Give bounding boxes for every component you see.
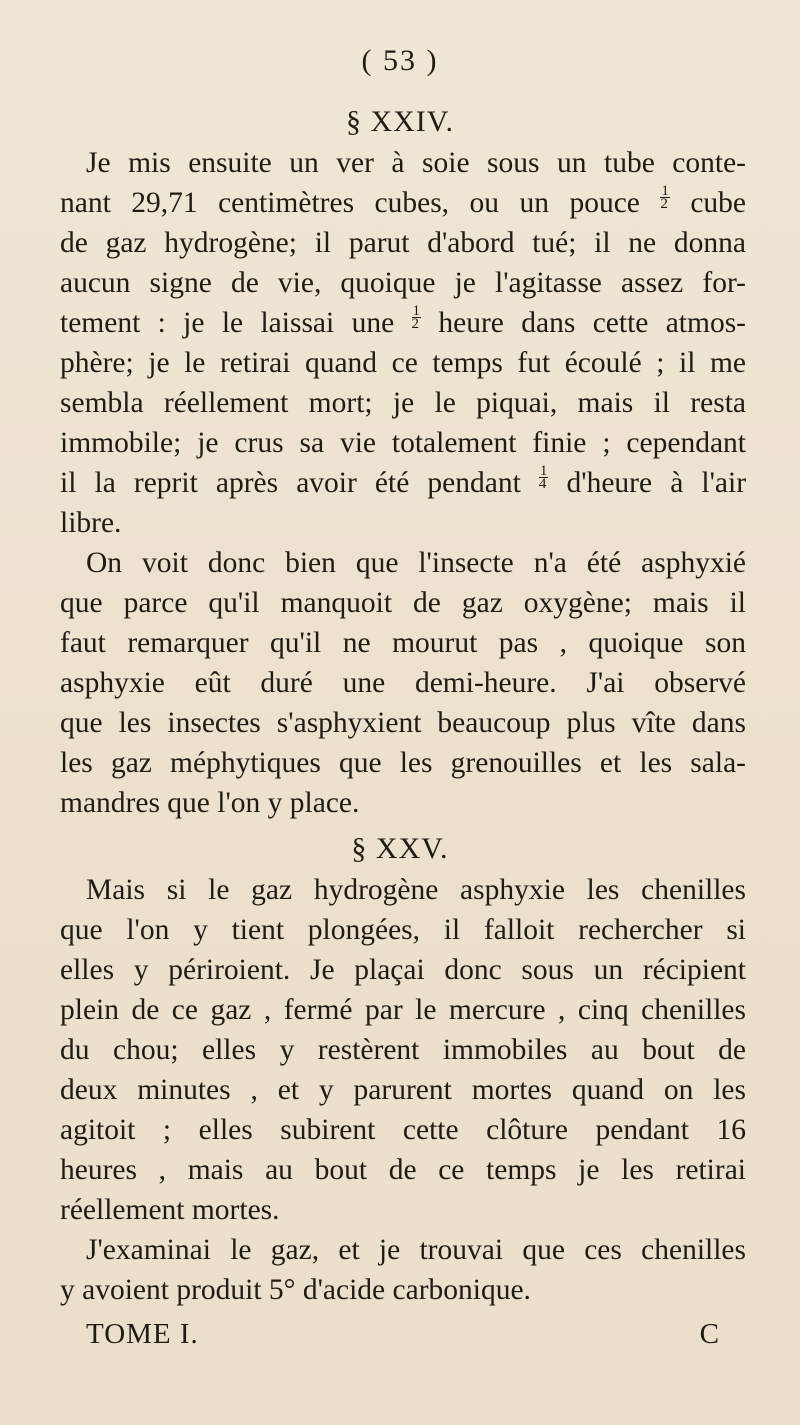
text-line: asphyxie eût duré une demi-heure. J'ai observé	[60, 667, 746, 699]
text-fragment: heure dans cette atmos-	[438, 307, 747, 339]
text-line	[60, 463, 746, 503]
text-fragment: il la reprit après avoir été pendant	[60, 467, 521, 499]
text-line: On voit donc bien que l'insecte n'a été asphyxié	[86, 547, 746, 579]
text-line: libre.	[60, 507, 122, 539]
text-line: heures , mais au bout de ce temps je les retirai	[60, 1154, 746, 1186]
text-line: deux minutes , et y parurent mortes quand on les	[60, 1074, 746, 1106]
signature-mark: C	[699, 1318, 720, 1350]
text-line: mandres que l'on y place.	[60, 787, 360, 819]
fraction	[539, 465, 549, 490]
fraction	[660, 185, 670, 210]
text-line: immobile; je crus sa vie totalement finie ; cependant	[60, 427, 746, 459]
fraction-numerator: 1	[412, 303, 421, 319]
text-line	[60, 303, 746, 343]
text-fragment: tement : je le laissai une	[60, 307, 395, 339]
text-line: J'examinai le gaz, et je trouvai que ces chenilles	[86, 1234, 746, 1266]
text-line	[60, 183, 746, 223]
text-line: elles y périroient. Je plaçai donc sous un récipient	[60, 954, 746, 986]
text-line: du chou; elles y restèrent immobiles au bout de	[60, 1034, 746, 1066]
text-line: aucun signe de vie, quoique je l'agitasse assez for-	[60, 267, 746, 299]
fraction-numerator: 1	[539, 463, 548, 479]
fraction-denominator: 2	[660, 196, 668, 212]
text-line: réellement mortes.	[60, 1194, 280, 1226]
text-line: sembla réellement mort; je le piquai, mais il resta	[60, 387, 746, 419]
text-line: agitoit ; elles subirent cette clôture pendant 16	[60, 1114, 746, 1146]
text-line: faut remarquer qu'il ne mourut pas , quoique son	[60, 627, 746, 659]
volume-label: TOME I.	[86, 1318, 199, 1350]
fraction-numerator: 1	[661, 183, 669, 199]
text-line: que les insectes s'asphyxient beaucoup plus vîte dans	[60, 707, 746, 739]
text-fragment: d'heure à l'air	[566, 467, 747, 499]
text-line: que parce qu'il manquoit de gaz oxygène; mais il	[60, 587, 746, 619]
text-line: les gaz méphytiques que les grenouilles et les sala-	[60, 747, 746, 779]
text-fragment: nant 29,71 centimètres cubes, ou un pouce	[60, 187, 640, 219]
fraction	[412, 305, 422, 330]
text-line: phère; je le retirai quand ce temps fut écoulé ; il me	[60, 347, 746, 379]
text-fragment: cube	[690, 187, 747, 219]
text-line: y avoient produit 5° d'acide carbonique.	[60, 1274, 531, 1306]
fraction-denominator: 2	[411, 316, 420, 332]
page-footer	[86, 1318, 720, 1351]
section-heading-xxv: § XXV.	[351, 832, 449, 865]
text-line: de gaz hydrogène; il parut d'abord tué; il ne donna	[60, 227, 746, 259]
text-line: plein de ce gaz , fermé par le mercure , cinq chenilles	[60, 994, 746, 1026]
fraction-denominator: 4	[538, 476, 547, 492]
page-number: ( 53 )	[361, 44, 439, 77]
section-heading-xxiv: § XXIV.	[345, 105, 455, 138]
text-line: que l'on y tient plongées, il falloit rechercher si	[60, 914, 746, 946]
text-line: Mais si le gaz hydrogène asphyxie les chenilles	[86, 874, 746, 906]
text-line: Je mis ensuite un ver à soie sous un tube conte-	[86, 147, 746, 179]
